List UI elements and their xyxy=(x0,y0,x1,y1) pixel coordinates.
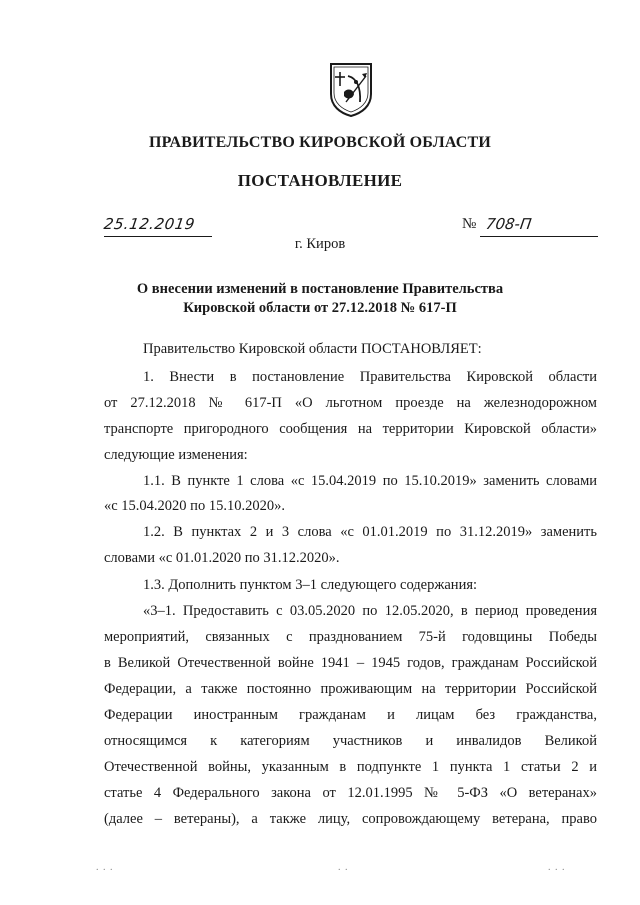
document-number: 708-П xyxy=(484,215,533,233)
p31-line-2: мероприятий, связанных с празднованием 75-й годовщины Победы xyxy=(104,629,597,645)
kirov-coat-of-arms-icon xyxy=(328,62,374,118)
p12-line-2: словами «с 01.01.2020 по 31.12.2020». xyxy=(104,550,340,566)
p12-line-1: 1.2. В пунктах 2 и 3 слова «с 01.01.2019 по 31.12.2019» заменить xyxy=(143,524,597,540)
city-label: г. Киров xyxy=(294,236,346,252)
document-subject xyxy=(0,280,640,318)
p1-line-4: следующие изменения: xyxy=(104,447,248,463)
p31-line-3: в Великой Отечественной войне 1941 – 1945 годов, гражданам Российской xyxy=(104,655,597,671)
scan-artifact: . . xyxy=(338,862,349,873)
p1-line-1: 1. Внести в постановление Правительства Кировской области xyxy=(143,369,597,385)
scan-artifact: . . . xyxy=(548,862,566,873)
document-type-title: ПОСТАНОВЛЕНИЕ xyxy=(237,171,403,190)
p11-line-1: 1.1. В пункте 1 слова «с 15.04.2019 по 15.10.2019» заменить словами xyxy=(143,473,597,489)
subject-line-2: Кировской области от 27.12.2018 № 617-П xyxy=(183,300,457,316)
p31-line-9: (далее – ветераны), а также лицу, сопровождающему ветерана, право xyxy=(104,811,597,827)
organization-title: ПРАВИТЕЛЬСТВО КИРОВСКОЙ ОБЛАСТИ xyxy=(148,134,492,151)
p31-line-4: Федерации, а также постоянно проживающим на территории Российской xyxy=(104,681,597,697)
date-field xyxy=(104,214,212,237)
p31-line-1: «3–1. Предоставить с 03.05.2020 по 12.05.2020, в период проведения xyxy=(143,603,597,619)
p1-line-3: транспорте пригородного сообщения на территории Кировской области» xyxy=(104,421,597,437)
p31-line-8: статье 4 Федерального закона от 12.01.1995 № 5-ФЗ «О ветеранах» xyxy=(104,785,597,801)
p11-line-2: «с 15.04.2020 по 15.10.2020». xyxy=(104,498,285,514)
number-field xyxy=(480,214,598,237)
document-date: 25.12.2019 xyxy=(102,215,197,233)
p1-line-2: от 27.12.2018 № 617-П «О льготном проезде на железнодорожном xyxy=(104,395,597,411)
scan-artifact: . . . xyxy=(96,862,114,873)
p31-line-6: относящимся к категориям участников и инвалидов Великой xyxy=(104,733,597,749)
p31-line-7: Отечественной войны, указанным в подпункте 1 пункта 1 статьи 2 и xyxy=(104,759,597,775)
subject-line-1: О внесении изменений в постановление Правительства xyxy=(136,281,504,297)
p13: 1.3. Дополнить пунктом 3–1 следующего содержания: xyxy=(143,577,478,593)
p31-line-5: Федерации иностранным гражданам и лицам без гражданства, xyxy=(104,707,597,723)
preamble: Правительство Кировской области ПОСТАНОВЛЯЕТ: xyxy=(143,341,482,357)
number-sign: № xyxy=(462,216,477,232)
